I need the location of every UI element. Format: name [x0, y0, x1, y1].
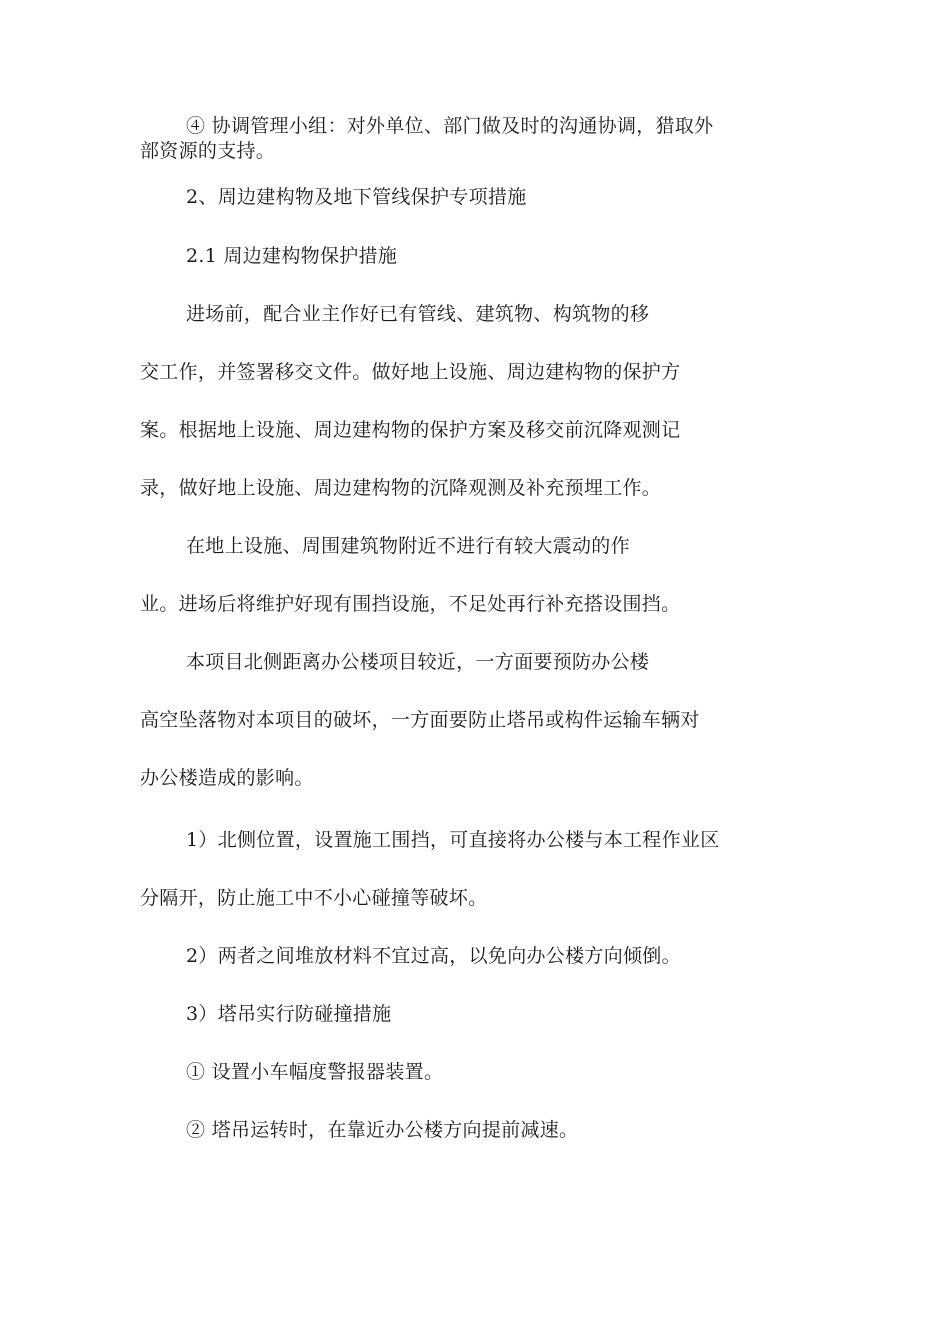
section-heading: 2、周边建构物及地下管线保护专项措施	[186, 186, 527, 208]
paragraph-line: 高空坠落物对本项目的破坏，一方面要防止塔吊或构件运输车辆对	[140, 709, 700, 731]
paragraph-line: 案。根据地上设施、周边建构物的保护方案及移交前沉降观测记	[140, 419, 681, 441]
paragraph-line: 部资源的支持。	[140, 140, 276, 162]
list-item-continuation: 分隔开，防止施工中不小心碰撞等破坏。	[140, 887, 488, 909]
paragraph-line: 在地上设施、周围建筑物附近不进行有较大震动的作	[186, 535, 630, 557]
paragraph-line: 本项目北侧距离办公楼项目较近，一方面要预防办公楼	[186, 651, 650, 673]
list-item: 1）北侧位置，设置施工围挡，可直接将办公楼与本工程作业区	[186, 829, 720, 851]
paragraph-line: 办公楼造成的影响。	[140, 767, 314, 789]
paragraph-line: 交工作，并签署移交文件。做好地上设施、周边建构物的保护方	[140, 361, 681, 383]
subsection-heading: 2.1 周边建构物保护措施	[186, 245, 398, 267]
paragraph-line: 进场前，配合业主作好已有管线、建筑物、构筑物的移	[186, 303, 650, 325]
list-item: ② 塔吊运转时，在靠近办公楼方向提前减速。	[186, 1119, 579, 1141]
paragraph-line: 录，做好地上设施、周边建构物的沉降观测及补充预埋工作。	[140, 477, 662, 499]
list-item: ① 设置小车幅度警报器装置。	[186, 1061, 444, 1083]
paragraph-line: ④ 协调管理小组：对外单位、部门做及时的沟通协调，猎取外	[186, 115, 714, 137]
list-item: 3）塔吊实行防碰撞措施	[186, 1003, 392, 1025]
paragraph-line: 业。进场后将维护好现有围挡设施，不足处再行补充搭设围挡。	[140, 593, 681, 615]
list-item: 2）两者之间堆放材料不宜过高，以免向办公楼方向倾倒。	[186, 945, 681, 967]
